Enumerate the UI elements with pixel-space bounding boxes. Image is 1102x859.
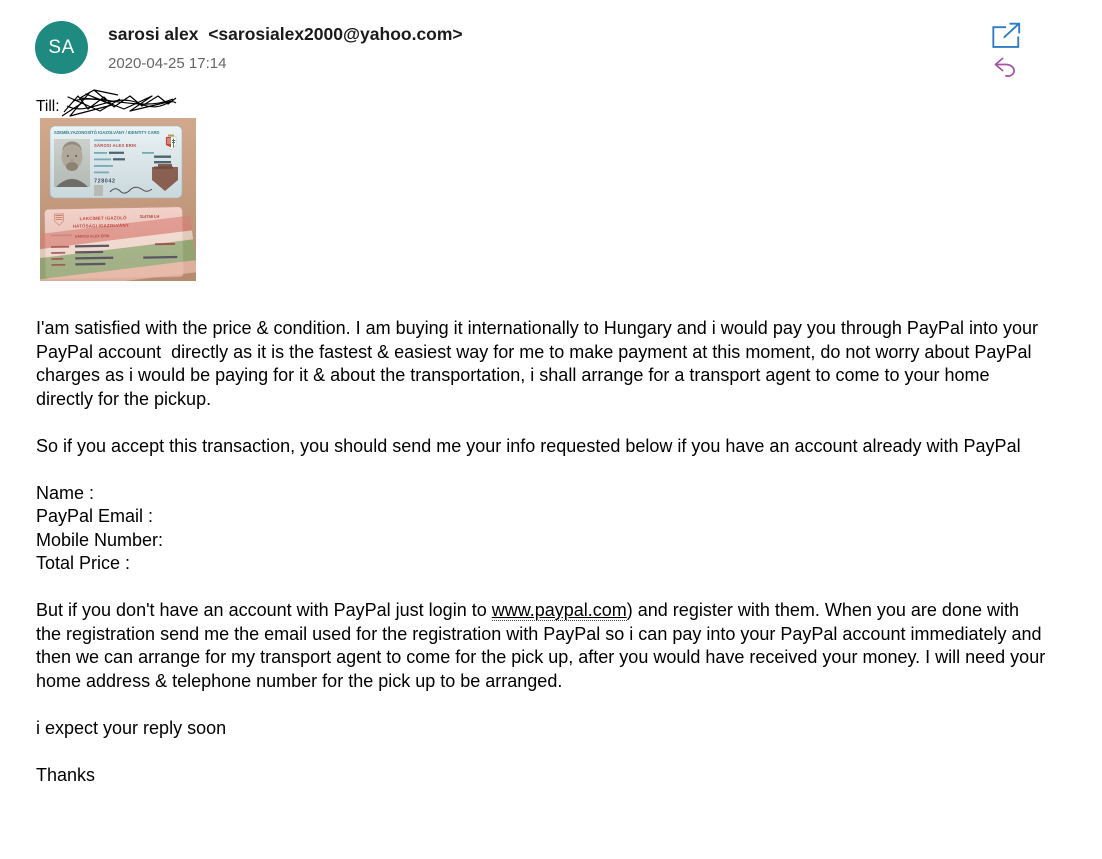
ghost-photo [94, 185, 103, 196]
field-total-price: Total Price : [36, 553, 131, 573]
id-card-name: SÁROSI ALEX ERIK [94, 143, 137, 148]
sender-avatar[interactable] [35, 21, 88, 74]
attached-id-photo[interactable] [40, 118, 196, 281]
address-card [40, 207, 196, 281]
field-mobile-number: Mobile Number: [36, 529, 164, 550]
paragraph-thanks: Thanks [36, 764, 96, 785]
address-card-title-2: HATÓSÁGI IGAZOLVÁNY [72, 222, 130, 229]
register-text-after: ) and register with them. When you are done with the registration send me the email used for the registration with PayPal so i can pay into your PayPal account immediately and then we can arrange for my transport agent to come for the pick up, after you would have received your money. I will need your home address & telephone number for the pick up to be arranged. [36, 600, 1051, 691]
pop-out-icon [989, 39, 1022, 54]
address-card-serial: 314758 LH [139, 213, 160, 220]
recipient-row [36, 98, 1102, 118]
reply-arrow-icon [993, 67, 1018, 82]
identity-card [50, 126, 182, 198]
paypal-link[interactable]: www.paypal.com [491, 600, 627, 620]
reply-button[interactable] [993, 56, 1018, 79]
message-actions [984, 22, 1026, 79]
register-text-before: But if you don't have an account with PayPal just login to [36, 600, 492, 620]
email-body [36, 317, 1051, 787]
address-card-name: SÁROSI ALEX ERIK [74, 234, 110, 239]
paragraph-reply-soon: i expect your reply soon [36, 717, 227, 738]
id-card-title: SZEMÉLYAZONOSÍTÓ IGAZOLVÁNY / IDENTITY CARD [54, 130, 160, 135]
id-card-number: 728042 [94, 178, 116, 185]
paragraph-accept: So if you accept this transaction, you should send me your info requested below if you have an account already with PayPal [36, 435, 1021, 456]
field-paypal-email: PayPal Email : [36, 506, 154, 526]
paragraph-intro: I'am satisfied with the price & condition. I am buying it internationally to Hungary and i would pay you through PayPal into your PayPal account directly as it is the fastest & easiest way for me to make payment at this moment, do not worry about PayPal charges as i would be paying for it & about the transportation, i shall arrange for a transport agent to come to your home directly for the pickup. [36, 318, 1044, 409]
message-header [0, 0, 1102, 84]
field-name: Name : [36, 482, 95, 503]
message-date: 2020-04-25 17:14 [108, 55, 227, 72]
avatar-initials: SA [48, 36, 75, 58]
requested-info-list [36, 482, 1046, 576]
sender-name-email: sarosi alex <sarosialex2000@yahoo.com> [108, 24, 463, 44]
recipient-scribble [60, 86, 182, 122]
paragraph-register [36, 599, 1051, 693]
address-card-title-1: LAKCÍMET IGAZOLÓ [79, 215, 127, 222]
portrait-photo [54, 139, 90, 187]
open-in-new-window-button[interactable] [989, 22, 1022, 51]
recipient-label: Till: [36, 98, 60, 115]
address-right-value-1 [155, 243, 175, 245]
